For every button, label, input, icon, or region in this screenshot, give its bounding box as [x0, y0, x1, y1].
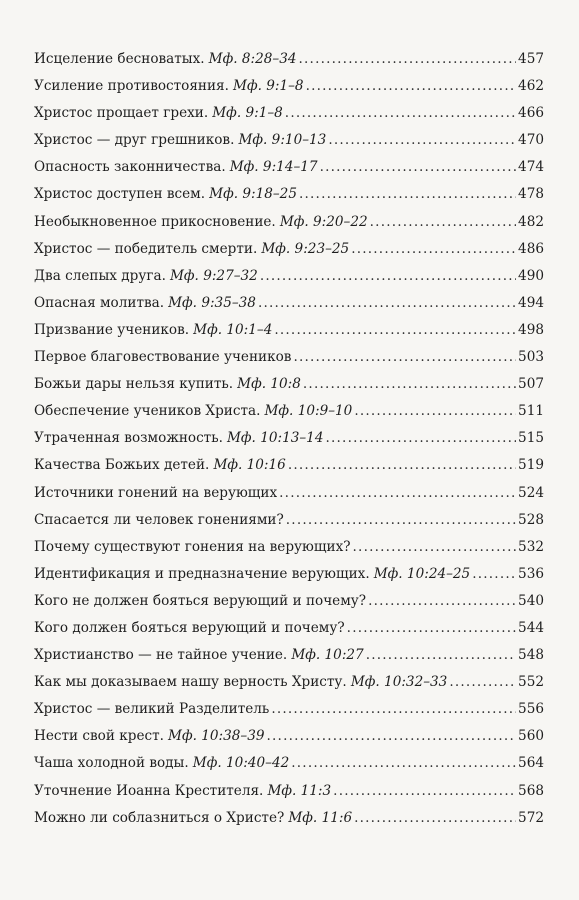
entry-title: Два слепых друга. — [34, 267, 166, 284]
entry-scripture-ref: Мф. 10:40–42 — [192, 755, 290, 772]
entry-page-number: 540 — [518, 592, 544, 609]
toc-entry — [34, 263, 544, 290]
toc-entry — [34, 181, 544, 208]
leader-dots — [449, 669, 516, 696]
entry-page-number: 536 — [518, 565, 544, 582]
toc-entry — [34, 73, 544, 100]
leader-dots — [303, 371, 516, 398]
entry-title: Уточнение Иоанна Крестителя. — [34, 782, 264, 799]
entry-title: Христос — великий Разделитель — [34, 701, 270, 718]
entry-title: Призвание учеников. — [34, 321, 190, 338]
toc-entry — [34, 805, 544, 832]
entry-title: Христос прощает грехи. — [34, 105, 209, 122]
leader-dots — [299, 181, 516, 208]
entry-title: Опасная молитва. — [34, 294, 165, 311]
entry-scripture-ref: Мф. 9:14–17 — [229, 159, 318, 176]
entry-scripture-ref: Мф. 11:6 — [288, 809, 353, 826]
toc-entry — [34, 290, 544, 317]
entry-page-number: 462 — [518, 78, 544, 95]
toc-entry — [34, 154, 544, 181]
entry-page-number: 486 — [518, 240, 544, 257]
leader-dots — [347, 615, 516, 642]
toc-entry — [34, 696, 544, 723]
leader-dots — [366, 642, 516, 669]
entry-page-number: 568 — [518, 782, 544, 799]
entry-title: Опасность законничества. — [34, 159, 226, 176]
entry-title: Источники гонений на верующих — [34, 484, 278, 501]
leader-dots — [285, 100, 516, 127]
leader-dots — [354, 398, 516, 425]
entry-page-number: 524 — [518, 484, 544, 501]
toc-entry — [34, 615, 544, 642]
entry-title: Утраченная возможность. — [34, 430, 223, 447]
entry-page-number: 490 — [518, 267, 544, 284]
toc-entry — [34, 100, 544, 127]
toc-entry — [34, 371, 544, 398]
toc-entry — [34, 669, 544, 696]
entry-page-number: 572 — [518, 809, 544, 826]
entry-page-number: 556 — [518, 701, 544, 718]
leader-dots — [299, 46, 517, 73]
entry-page-number: 503 — [518, 349, 544, 366]
entry-title: Божьи дары нельзя купить. — [34, 376, 234, 393]
entry-page-number: 478 — [518, 186, 544, 203]
entry-scripture-ref: Мф. 10:1–4 — [193, 321, 273, 338]
entry-title: Спасается ли человек гонениями? — [34, 511, 284, 528]
entry-page-number: 532 — [518, 538, 544, 555]
entry-page-number: 564 — [518, 755, 544, 772]
leader-dots — [279, 480, 516, 507]
toc-entry — [34, 209, 544, 236]
entry-page-number: 507 — [518, 376, 544, 393]
entry-title: Необыкновенное прикосновение. — [34, 213, 276, 230]
entry-scripture-ref: Мф. 10:27 — [291, 647, 364, 664]
leader-dots — [258, 290, 516, 317]
leader-dots — [325, 425, 516, 452]
entry-title: Как мы доказываем нашу верность Христу. — [34, 674, 347, 691]
entry-page-number: 544 — [518, 619, 544, 636]
toc-entry — [34, 534, 544, 561]
leader-dots — [293, 344, 516, 371]
entry-page-number: 528 — [518, 511, 544, 528]
entry-scripture-ref: Мф. 9:1–8 — [233, 78, 304, 95]
entry-title: Христос — победитель смерти. — [34, 240, 258, 257]
entry-page-number: 498 — [518, 321, 544, 338]
toc-entry — [34, 561, 544, 588]
leader-dots — [291, 750, 516, 777]
toc-entry — [34, 778, 544, 805]
entry-scripture-ref: Мф. 9:20–22 — [279, 213, 368, 230]
entry-page-number: 474 — [518, 159, 544, 176]
entry-scripture-ref: Мф. 9:27–32 — [170, 267, 258, 284]
leader-dots — [354, 805, 516, 832]
entry-page-number: 494 — [518, 294, 544, 311]
leader-dots — [271, 696, 516, 723]
toc-entry — [34, 750, 544, 777]
entry-title: Кого должен бояться верующий и почему? — [34, 619, 345, 636]
leader-dots — [333, 778, 516, 805]
entry-page-number: 470 — [518, 132, 544, 149]
entry-page-number: 482 — [518, 213, 544, 230]
entry-scripture-ref: Мф. 10:9–10 — [264, 403, 353, 420]
entry-title: Усиление противостояния. — [34, 78, 229, 95]
entry-scripture-ref: Мф. 9:35–38 — [168, 294, 256, 311]
entry-scripture-ref: Мф. 11:3 — [267, 782, 332, 799]
toc-entry — [34, 507, 544, 534]
entry-title: Христос доступен всем. — [34, 186, 206, 203]
entry-title: Кого не должен бояться верующий и почему? — [34, 592, 367, 609]
leader-dots — [306, 73, 516, 100]
entry-scripture-ref: Мф. 10:16 — [213, 457, 286, 474]
toc-entry — [34, 236, 544, 263]
entry-scripture-ref: Мф. 10:38–39 — [168, 728, 265, 745]
entry-title: Чаша холодной воды. — [34, 755, 189, 772]
entry-title: Христос — друг грешников. — [34, 132, 235, 149]
entry-page-number: 457 — [518, 51, 544, 67]
leader-dots — [472, 561, 516, 588]
entry-page-number: 548 — [518, 647, 544, 664]
toc-entry — [34, 452, 544, 479]
leader-dots — [288, 452, 516, 479]
entry-scripture-ref: Мф. 10:24–25 — [373, 565, 471, 582]
toc-entry — [34, 46, 544, 73]
toc-entry — [34, 425, 544, 452]
entry-page-number: 511 — [518, 403, 544, 420]
toc-entry — [34, 588, 544, 615]
table-of-contents — [34, 46, 544, 832]
entry-scripture-ref: Мф. 8:28–34 — [208, 51, 297, 67]
entry-title: Нести свой крест. — [34, 728, 164, 745]
leader-dots — [267, 723, 517, 750]
leader-dots — [353, 534, 517, 561]
toc-entry — [34, 642, 544, 669]
toc-entry — [34, 723, 544, 750]
entry-title: Обеспечение учеников Христа. — [34, 403, 261, 420]
entry-page-number: 515 — [518, 430, 544, 447]
entry-page-number: 552 — [518, 674, 544, 691]
leader-dots — [320, 154, 516, 181]
entry-title: Христианство — не тайное учение. — [34, 647, 288, 664]
toc-entry — [34, 344, 544, 371]
leader-dots — [274, 317, 516, 344]
entry-page-number: 560 — [518, 728, 544, 745]
entry-title: Почему существуют гонения на верующих? — [34, 538, 351, 555]
toc-entry — [34, 480, 544, 507]
leader-dots — [260, 263, 516, 290]
toc-entry — [34, 398, 544, 425]
toc-entry — [34, 127, 544, 154]
entry-page-number: 519 — [518, 457, 544, 474]
toc-entry — [34, 317, 544, 344]
entry-page-number: 466 — [518, 105, 544, 122]
entry-scripture-ref: Мф. 9:1–8 — [212, 105, 283, 122]
entry-scripture-ref: Мф. 10:8 — [237, 376, 301, 393]
entry-title: Качества Божьих детей. — [34, 457, 210, 474]
entry-scripture-ref: Мф. 9:18–25 — [209, 186, 297, 203]
entry-title: Исцеление бесноватых. — [34, 51, 205, 67]
entry-scripture-ref: Мф. 9:10–13 — [238, 132, 327, 149]
leader-dots — [368, 588, 516, 615]
leader-dots — [351, 236, 516, 263]
leader-dots — [328, 127, 516, 154]
entry-scripture-ref: Мф. 10:13–14 — [227, 430, 324, 447]
entry-title: Можно ли соблазниться о Христе? — [34, 809, 285, 826]
entry-title: Идентификация и предназначение верующих. — [34, 565, 370, 582]
leader-dots — [286, 507, 516, 534]
leader-dots — [370, 209, 516, 236]
entry-title: Первое благовествование учеников — [34, 349, 292, 366]
entry-scripture-ref: Мф. 9:23–25 — [261, 240, 350, 257]
entry-scripture-ref: Мф. 10:32–33 — [350, 674, 448, 691]
